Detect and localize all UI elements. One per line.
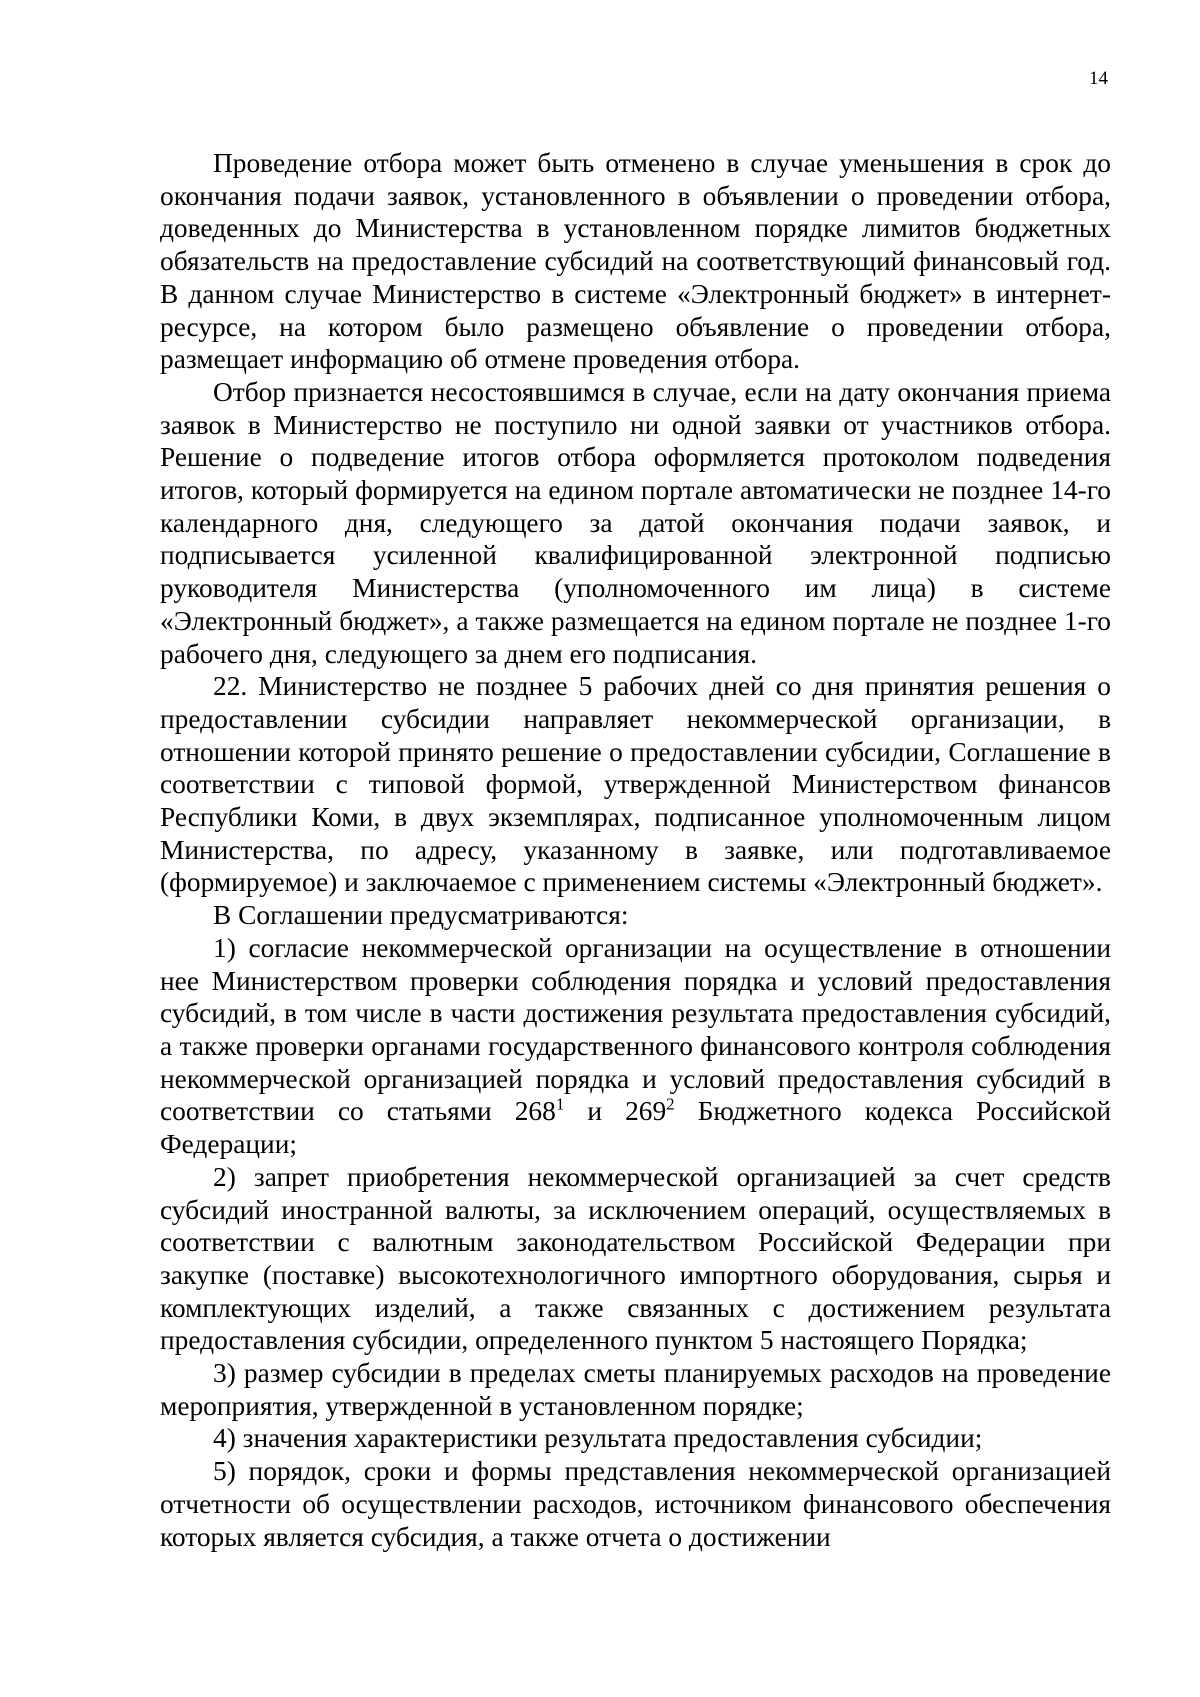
provision-1-text-middle: и 269: [564, 1096, 667, 1127]
document-body: [160, 147, 1111, 1553]
provision-1-text: 1) согласие некоммерческой организации на осуществление в отношении нее Министерством проверки соблюдения порядка и условий предоставления субсидий, в том числе в части достижения результата предоставления субсидий, а также проверки органами государственного финансового контроля соблюдения некоммерческой организацией порядка и условий предоставления субсидий в соответствии со статьями 268: [160, 932, 1111, 1127]
article-269-superscript: 2: [666, 1094, 675, 1114]
paragraph-provision-2: 2) запрет приобретения некоммерческой организацией за счет средств субсидий иностранной валюты, за исключением операций, осуществляемых в соответствии с валютным законодательством Российской Федерации при закупке (поставке) высокотехнологичного импортного оборудования, сырья и комплектующих изделий, а также связанных с достижением результата предоставления субсидии, определенного пунктом 5 настоящего Порядка;: [160, 1161, 1111, 1356]
paragraph-selection-failed: Отбор признается несостоявшимся в случае, если на дату окончания приема заявок в Министерство не поступило ни одной заявки от участников отбора. Решение о подведение итогов отбора оформляется протоколом подведения итогов, который формируется на едином портале автоматически не позднее 14-го календарного дня, следующего за датой окончания подачи заявок, и подписывается усиленной квалифицированной электронной подписью руководителя Министерства (уполномоченного им лица) в системе «Электронный бюджет», а также размещается на едином портале не позднее 1-го рабочего дня, следующего за днем его подписания.: [160, 376, 1111, 669]
provision-1-text-end: Бюджетного кодекса Российской Федерации;: [160, 1096, 1111, 1160]
paragraph-agreement-provisions-intro: В Соглашении предусматриваются:: [213, 900, 629, 931]
paragraph-item-22: 22. Министерство не позднее 5 рабочих дней со дня принятия решения о предоставлении субсидии направляет некоммерческой организации, в отношении которой принято решение о предоставлении субсидии, Соглашение в соответствии с типовой формой, утвержденной Министерством финансов Республики Коми, в двух экземплярах, подписанное уполномоченным лицом Министерства, по адресу, указанному в заявке, или подготавливаемое (формируемое) и заключаемое с применением системы «Электронный бюджет».: [160, 671, 1111, 898]
paragraph-provision-5: 5) порядок, сроки и формы представления некоммерческой организацией отчетности об осуществлении расходов, источником финансового обеспечения которых является субсидия, а также отчета о достижении: [160, 1456, 1111, 1552]
paragraph-provision-1: [160, 932, 1111, 1161]
paragraph-selection-cancellation: Проведение отбора может быть отменено в случае уменьшения в срок до окончания подачи заявок, установленного в объявлении о проведении отбора, доведенных до Министерства в установленном порядке лимитов бюджетных обязательств на предоставление субсидий на соответствующий финансовый год. В данном случае Министерство в системе «Электронный бюджет» в интернет-ресурсе, на котором было размещено объявление о проведении отбора, размещает информацию об отмене проведения отбора.: [160, 148, 1111, 375]
page-number: 14: [1089, 68, 1108, 89]
paragraph-provision-4: 4) значения характеристики результата предоставления субсидии;: [213, 1423, 983, 1454]
article-268-superscript: 1: [555, 1094, 565, 1114]
paragraph-provision-3: 3) размер субсидии в пределах сметы планируемых расходов на проведение мероприятия, утвержденной в установленном порядке;: [160, 1358, 1111, 1421]
